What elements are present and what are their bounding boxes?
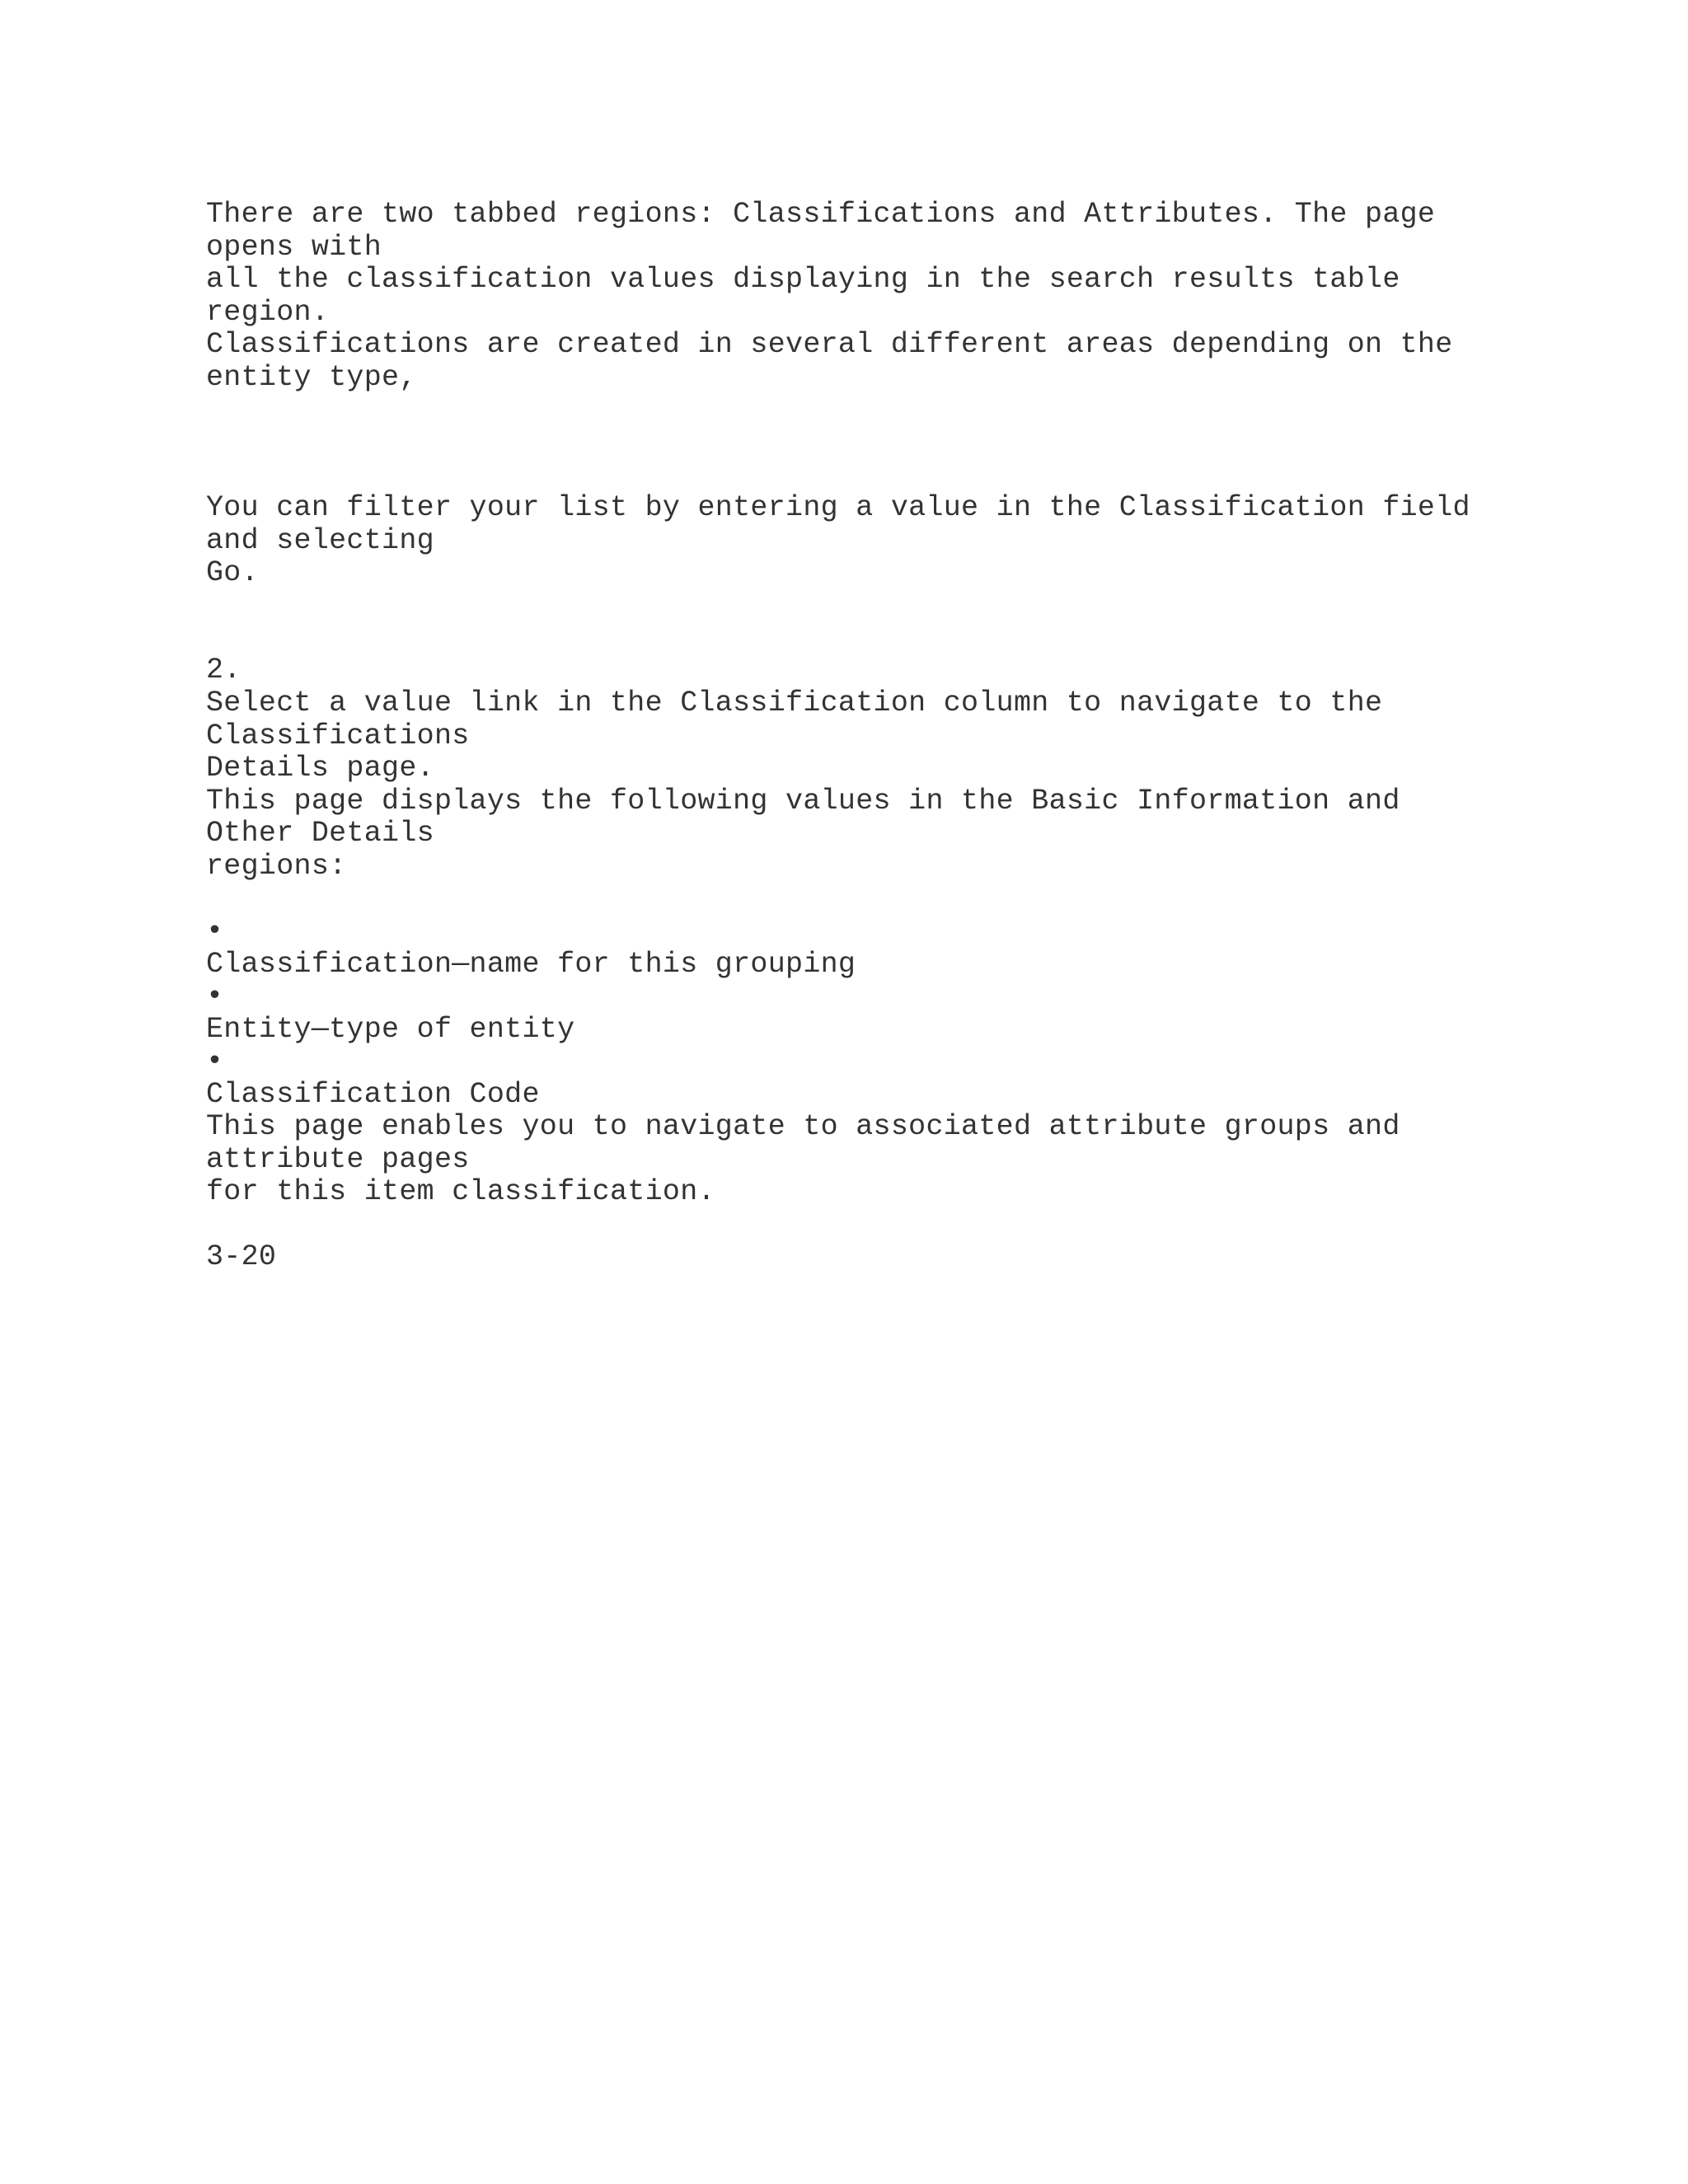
- bullet-marker: •: [206, 980, 224, 1013]
- step-line: Classifications: [206, 719, 470, 752]
- step-line: This page displays the following values in the Basic Information and: [206, 785, 1400, 818]
- filter-line: You can filter your list by entering a value in the Classification field: [206, 491, 1470, 524]
- step-number: 2.: [206, 654, 241, 687]
- intro-line: region.: [206, 296, 330, 329]
- step-line: regions:: [206, 850, 347, 883]
- bullet-item: Classification—name for this grouping: [206, 948, 856, 981]
- intro-line: entity type,: [206, 361, 417, 394]
- filter-line: Go.: [206, 556, 259, 589]
- closing-line: for this item classification.: [206, 1175, 715, 1208]
- intro-line: opens with: [206, 231, 382, 264]
- bullet-marker: •: [206, 1045, 224, 1078]
- intro-line: There are two tabbed regions: Classifications and Attributes. The page: [206, 198, 1436, 231]
- bullet-item: Entity—type of entity: [206, 1013, 575, 1046]
- intro-line: Classifications are created in several different areas depending on the: [206, 328, 1453, 361]
- bullet-item: Classification Code: [206, 1078, 540, 1111]
- page-number: 3-20: [206, 1240, 277, 1273]
- closing-line: attribute pages: [206, 1143, 470, 1176]
- bullet-marker: •: [206, 915, 224, 948]
- step-line: Details page.: [206, 752, 434, 785]
- step-line: Select a value link in the Classification column to navigate to the: [206, 687, 1383, 719]
- intro-line: all the classification values displaying in the search results table: [206, 263, 1400, 296]
- step-line: Other Details: [206, 817, 434, 850]
- filter-line: and selecting: [206, 524, 434, 557]
- closing-line: This page enables you to navigate to associated attribute groups and: [206, 1110, 1400, 1143]
